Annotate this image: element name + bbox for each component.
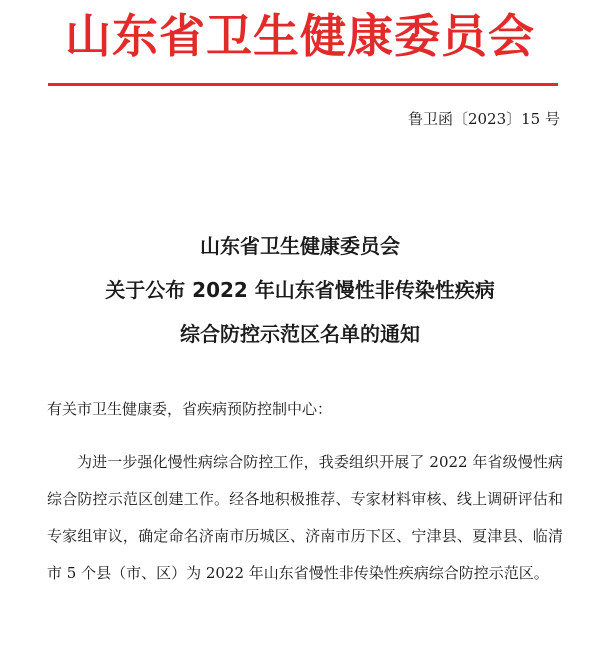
letterhead-red-rule [48, 83, 558, 86]
document-number: 鲁卫函〔2023〕15 号 [407, 110, 560, 128]
letterhead-title: 山东省卫生健康委员会 [65, 9, 535, 63]
document-title [0, 224, 600, 356]
salutation: 有关市卫生健康委，省疾病预防控制中心： [47, 400, 333, 418]
title-line-2: 关于公布 2022 年山东省慢性非传染性疾病 [105, 278, 495, 302]
title-line-1: 山东省卫生健康委员会 [200, 234, 400, 258]
title-line-3: 综合防控示范区名单的通知 [180, 322, 420, 346]
body-paragraph: 为进一步强化慢性病综合防控工作，我委组织开展了 2022 年省级慢性病综合防控示范区创建工作。经各地积极推荐、专家材料审核、线上调研评估和专家组审议，确定命名济南市历城区、济南市历下区、宁津县、夏津县、临清市 5 个县（市、区）为 2022 年山东省慢性非传染性疾病综合防控示范区。 [47, 453, 563, 582]
